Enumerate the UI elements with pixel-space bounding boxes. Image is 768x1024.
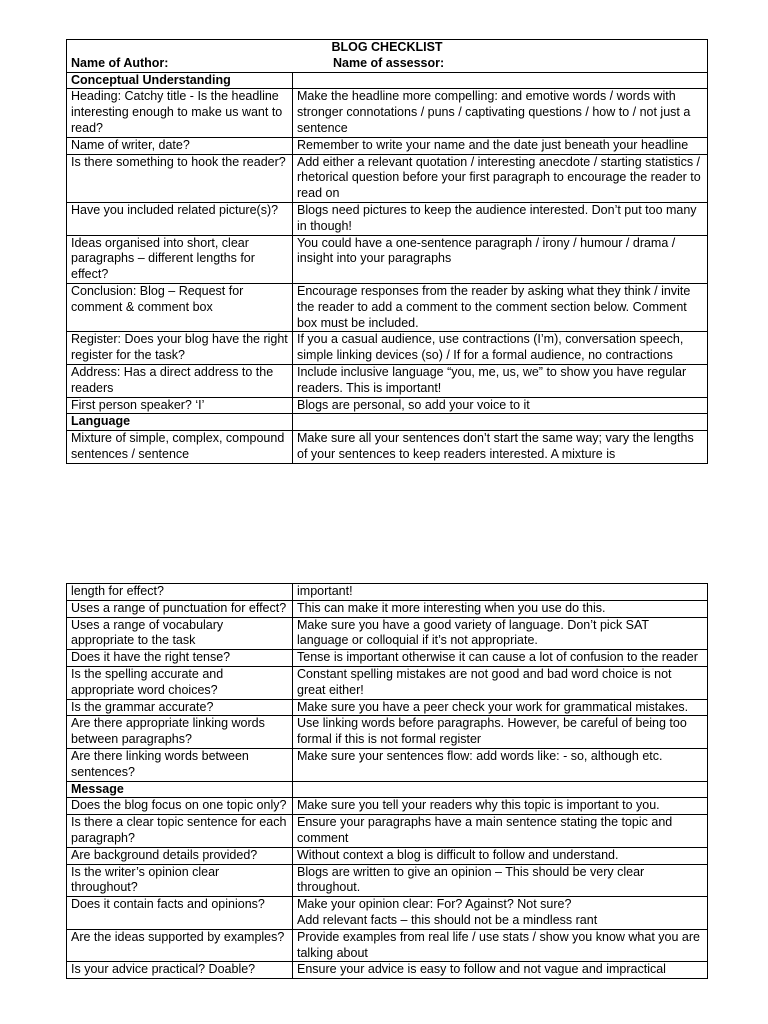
advice-cell: Make sure your sentences flow: add words like: - so, although etc. xyxy=(293,748,708,781)
criterion-cell: Is there something to hook the reader? xyxy=(67,154,293,202)
checklist-row xyxy=(67,235,708,283)
advice-cell: Provide examples from real life / use stats / show you know what you are talking about xyxy=(293,929,708,962)
checklist-row xyxy=(67,748,708,781)
section-row xyxy=(67,72,708,89)
advice-cell: Remember to write your name and the date just beneath your headline xyxy=(293,137,708,154)
advice-cell: Make sure all your sentences don’t start the same way; vary the lengths of your sentences to keep readers interested. A mixture is xyxy=(293,431,708,464)
advice-cell: Make sure you tell your readers why this topic is important to you. xyxy=(293,798,708,815)
advice-cell: Without context a blog is difficult to follow and understand. xyxy=(293,847,708,864)
advice-cell: You could have a one-sentence paragraph / irony / humour / drama / insight into your paragraphs xyxy=(293,235,708,283)
checklist-row xyxy=(67,847,708,864)
checklist-row xyxy=(67,89,708,137)
checklist-row xyxy=(67,962,708,979)
advice-cell: If you a casual audience, use contractions (I’m), conversation speech, simple linking devices (so) / If for a formal audience, no contractions xyxy=(293,332,708,365)
checklist-row xyxy=(67,584,708,601)
advice-cell: Make your opinion clear: For? Against? Not sure? Add relevant facts – this should not be a mindless rant xyxy=(293,897,708,930)
advice-cell: Make the headline more compelling: and emotive words / words with stronger connotations / puns / captivating questions / how to / not just a sentence xyxy=(293,89,708,137)
checklist-row xyxy=(67,815,708,848)
advice-cell: Include inclusive language “you, me, us, we” to show you have regular readers. This is important! xyxy=(293,364,708,397)
checklist-row xyxy=(67,897,708,930)
section-blank-cell xyxy=(293,414,708,431)
section-row xyxy=(67,781,708,798)
criterion-cell: Register: Does your blog have the right register for the task? xyxy=(67,332,293,365)
criterion-cell: Mixture of simple, complex, compound sentences / sentence xyxy=(67,431,293,464)
checklist-title: BLOG CHECKLIST xyxy=(331,40,443,54)
criterion-cell: First person speaker? ‘I’ xyxy=(67,397,293,414)
assessor-label: Name of assessor: xyxy=(333,55,445,70)
checklist-table-top xyxy=(66,39,708,464)
author-label: Name of Author: xyxy=(71,55,169,70)
advice-cell: Make sure you have a good variety of language. Don’t pick SAT language or colloquial if it’s not appropriate. xyxy=(293,617,708,650)
criterion-cell: length for effect? xyxy=(67,584,293,601)
checklist-row xyxy=(67,666,708,699)
section-heading: Language xyxy=(67,414,293,431)
section-row xyxy=(67,414,708,431)
advice-cell: Add either a relevant quotation / interesting anecdote / starting statistics / rhetorical question before your first paragraph to encourage the reader to read on xyxy=(293,154,708,202)
criterion-cell: Is there a clear topic sentence for each paragraph? xyxy=(67,815,293,848)
section-blank-cell xyxy=(293,781,708,798)
advice-cell: Ensure your advice is easy to follow and not vague and impractical xyxy=(293,962,708,979)
checklist-row xyxy=(67,202,708,235)
criterion-cell: Is the writer’s opinion clear throughout? xyxy=(67,864,293,897)
criterion-cell: Does it contain facts and opinions? xyxy=(67,897,293,930)
checklist-row xyxy=(67,154,708,202)
checklist-row xyxy=(67,716,708,749)
advice-cell: Encourage responses from the reader by asking what they think / invite the reader to add a comment to the comment section below. Comment box must be included. xyxy=(293,283,708,331)
advice-cell: This can make it more interesting when you use do this. xyxy=(293,600,708,617)
criterion-cell: Does the blog focus on one topic only? xyxy=(67,798,293,815)
criterion-cell: Address: Has a direct address to the readers xyxy=(67,364,293,397)
criterion-cell: Ideas organised into short, clear paragraphs – different lengths for effect? xyxy=(67,235,293,283)
checklist-row xyxy=(67,798,708,815)
advice-cell: Tense is important otherwise it can cause a lot of confusion to the reader xyxy=(293,650,708,667)
criterion-cell: Name of writer, date? xyxy=(67,137,293,154)
checklist-row xyxy=(67,397,708,414)
advice-cell: Use linking words before paragraphs. However, be careful of being too formal if this is not formal register xyxy=(293,716,708,749)
criterion-cell: Are there appropriate linking words between paragraphs? xyxy=(67,716,293,749)
checklist-row xyxy=(67,650,708,667)
section-blank-cell xyxy=(293,72,708,89)
criterion-cell: Are background details provided? xyxy=(67,847,293,864)
advice-cell: Blogs are written to give an opinion – This should be very clear throughout. xyxy=(293,864,708,897)
advice-cell: Ensure your paragraphs have a main sentence stating the topic and comment xyxy=(293,815,708,848)
checklist-row xyxy=(67,600,708,617)
criterion-cell: Is the spelling accurate and appropriate word choices? xyxy=(67,666,293,699)
checklist-row xyxy=(67,617,708,650)
criterion-cell: Are the ideas supported by examples? xyxy=(67,929,293,962)
checklist-row xyxy=(67,864,708,897)
criterion-cell: Does it have the right tense? xyxy=(67,650,293,667)
advice-cell: Blogs are personal, so add your voice to it xyxy=(293,397,708,414)
checklist-row xyxy=(67,283,708,331)
checklist-row xyxy=(67,364,708,397)
criterion-cell: Uses a range of vocabulary appropriate to the task xyxy=(67,617,293,650)
checklist-row xyxy=(67,137,708,154)
criterion-cell: Is the grammar accurate? xyxy=(67,699,293,716)
checklist-row xyxy=(67,699,708,716)
checklist-table-bottom xyxy=(66,583,708,979)
criterion-cell: Is your advice practical? Doable? xyxy=(67,962,293,979)
checklist-row xyxy=(67,929,708,962)
advice-cell: Constant spelling mistakes are not good and bad word choice is not great either! xyxy=(293,666,708,699)
criterion-cell: Have you included related picture(s)? xyxy=(67,202,293,235)
advice-cell: important! xyxy=(293,584,708,601)
criterion-cell: Uses a range of punctuation for effect? xyxy=(67,600,293,617)
criterion-cell: Heading: Catchy title - Is the headline interesting enough to make us want to read? xyxy=(67,89,293,137)
section-heading: Conceptual Understanding xyxy=(67,72,293,89)
checklist-row xyxy=(67,431,708,464)
criterion-cell: Are there linking words between sentences? xyxy=(67,748,293,781)
section-heading: Message xyxy=(67,781,293,798)
checklist-row xyxy=(67,332,708,365)
advice-cell: Make sure you have a peer check your work for grammatical mistakes. xyxy=(293,699,708,716)
header-row xyxy=(67,40,708,73)
criterion-cell: Conclusion: Blog – Request for comment & comment box xyxy=(67,283,293,331)
advice-cell: Blogs need pictures to keep the audience interested. Don’t put too many in though! xyxy=(293,202,708,235)
